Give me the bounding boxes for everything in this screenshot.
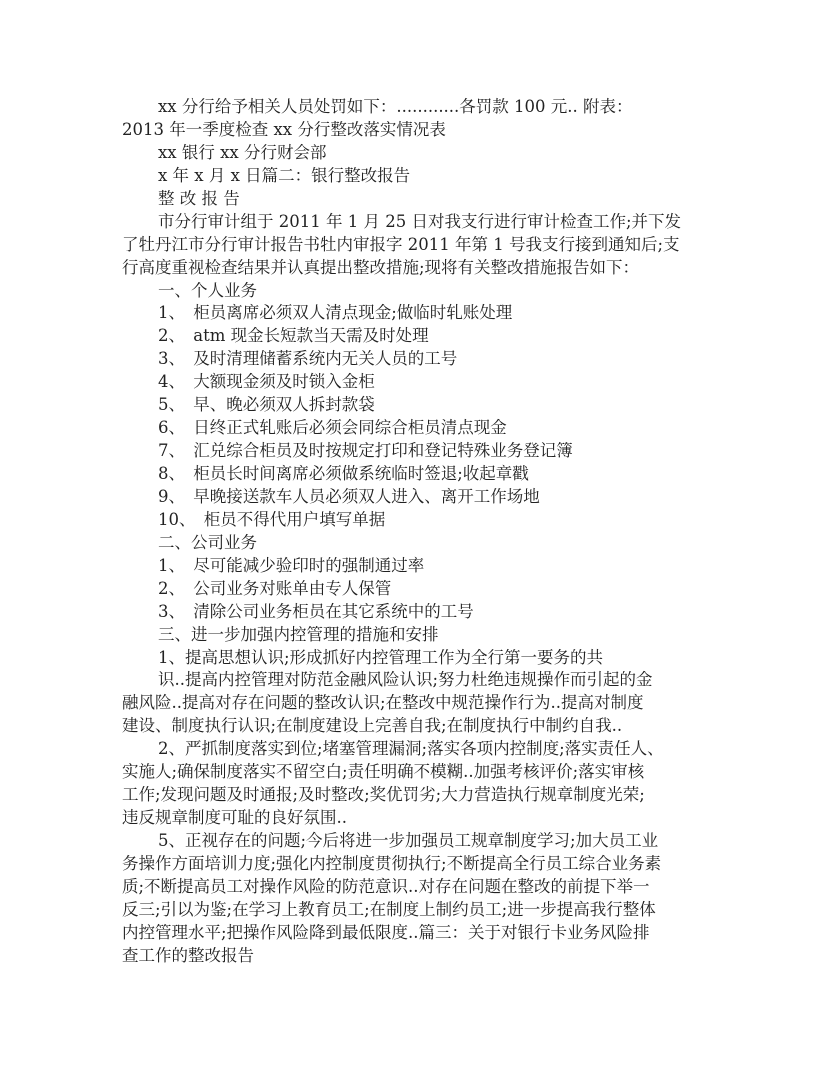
paragraph (122, 165, 722, 188)
paragraph (122, 302, 722, 325)
paragraph (122, 830, 722, 968)
paragraph (122, 669, 722, 738)
paragraph (122, 578, 722, 601)
text-line: 工作;发现问题及时通报;及时整改;奖优罚劣;大力营造执行规章制度光荣; (122, 785, 645, 805)
paragraph (122, 509, 722, 532)
text-line: 二、公司业务 (158, 532, 257, 552)
text-line: 了牡丹江市分行审计报告书牡内审报字 2011 年第 1 号我支行接到通知后;支 (122, 234, 680, 254)
text-line: 9、 早晚接送款车人员必须双人进入、离开工作场地 (158, 486, 540, 506)
text-line: 识..提高内控管理对防范金融风险认识;努力杜绝违规操作而引起的金 (158, 670, 653, 690)
text-line: 三、进一步加强内控管理的措施和安排 (158, 624, 439, 644)
text-line: 行高度重视检查结果并认真提出整改措施;现将有关整改措施报告如下： (122, 257, 640, 277)
text-line: 建设、制度执行认识;在制度建设上完善自我;在制度执行中制约自我.. (122, 716, 623, 736)
text-line: 7、 汇兑综合柜员及时按规定打印和登记特殊业务登记簿 (158, 441, 573, 461)
paragraph (122, 532, 722, 555)
text-line: 2013 年一季度检查 xx 分行整改落实情况表 (122, 119, 446, 139)
text-line: 反三;引以为鉴;在学习上教育员工;在制度上制约员工;进一步提高我行整体 (122, 899, 656, 919)
paragraph (122, 463, 722, 486)
text-line: 10、 柜员不得代用户填写单据 (158, 509, 386, 529)
text-line: 4、 大额现金须及时锁入金柜 (158, 372, 375, 392)
paragraph (122, 601, 722, 624)
text-line: 实施人;确保制度落实不留空白;责任明确不模糊..加强考核评价;落实审核 (122, 762, 645, 782)
text-line: 6、 日终正式轧账后必须会同综合柜员清点现金 (158, 418, 507, 438)
text-line: 整 改 报 告 (158, 188, 240, 208)
paragraph (122, 486, 722, 509)
paragraph (122, 142, 722, 165)
paragraph (122, 211, 722, 280)
paragraph (122, 647, 722, 670)
paragraph (122, 371, 722, 394)
text-line: 市分行审计组于 2011 年 1 月 25 日对我支行进行审计检查工作;并下发 (158, 211, 682, 231)
paragraph (122, 738, 722, 830)
text-line: 1、 尽可能减少验印时的强制通过率 (158, 555, 425, 575)
paragraph (122, 188, 722, 211)
text-line: xx 分行给予相关人员处罚如下：............各罚款 100 元.. 附表： (158, 97, 633, 116)
paragraph (122, 555, 722, 578)
text-line: 违反规章制度可耻的良好氛围.. (122, 808, 347, 828)
paragraph (122, 417, 722, 440)
text-line: 5、 早、晚必须双人拆封款袋 (158, 395, 375, 415)
text-line: 2、 atm 现金长短款当天需及时处理 (158, 326, 429, 346)
text-line: 内控管理水平;把操作风险降到最低限度..篇三：关于对银行卡业务风险排 (122, 922, 650, 942)
paragraph (122, 325, 722, 348)
text-line: 2、 公司业务对账单由专人保管 (158, 578, 392, 598)
text-line: 一、个人业务 (158, 280, 257, 300)
text-line: xx 银行 xx 分行财会部 (158, 142, 327, 162)
paragraph (122, 96, 722, 142)
text-line: 1、提高思想认识;形成抓好内控管理工作为全行第一要务的共 (158, 647, 604, 667)
text-line: 查工作的整改报告 (122, 945, 254, 965)
text-line: 务操作方面培训力度;强化内控制度贯彻执行;不断提高全行员工综合业务素 (122, 853, 662, 873)
document-body (122, 96, 722, 968)
paragraph (122, 348, 722, 371)
paragraph (122, 280, 722, 303)
text-line: 1、 柜员离席必须双人清点现金;做临时轧账处理 (158, 303, 513, 323)
text-line: 2、严抓制度落实到位;堵塞管理漏洞;落实各项内控制度;落实责任人、 (158, 739, 664, 759)
paragraph (122, 440, 722, 463)
paragraph (122, 624, 722, 647)
text-line: 5、正视存在的问题;今后将进一步加强员工规章制度学习;加大员工业 (158, 831, 659, 850)
text-line: 3、 清除公司业务柜员在其它系统中的工号 (158, 601, 474, 621)
paragraph (122, 394, 722, 417)
text-line: 质;不断提高员工对操作风险的防范意识..对存在问题在整改的前提下举一 (122, 876, 650, 896)
text-line: x 年 x 月 x 日篇二：银行整改报告 (158, 165, 411, 185)
text-line: 融风险..提高对存在问题的整改认识;在整改中规范操作行为..提高对制度 (122, 693, 644, 713)
text-line: 3、 及时清理储蓄系统内无关人员的工号 (158, 349, 458, 369)
text-line: 8、 柜员长时间离席必须做系统临时签退;收起章戳 (158, 464, 529, 483)
